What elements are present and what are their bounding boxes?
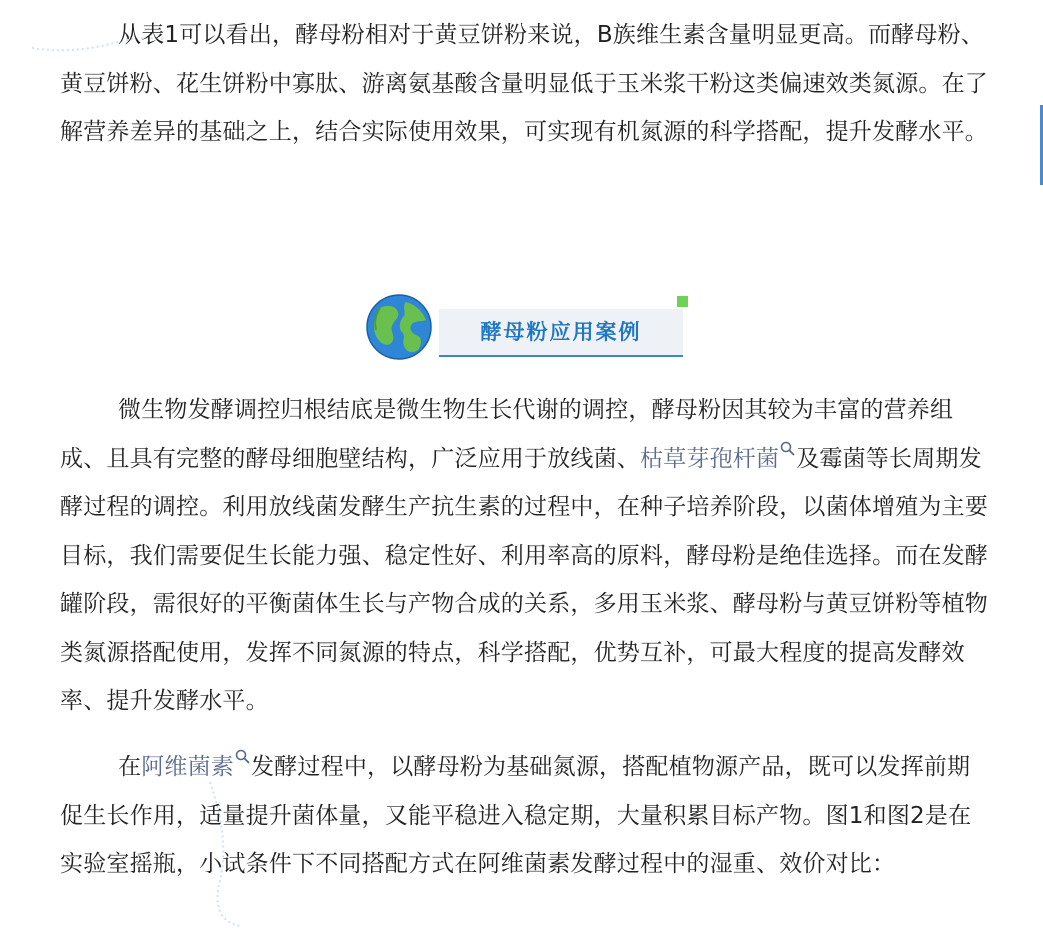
section-title-bar [439, 309, 683, 357]
globe-icon [366, 294, 432, 360]
paragraph-3 [60, 743, 988, 889]
search-icon[interactable] [235, 749, 251, 765]
link-avermectin[interactable]: 阿维菌素 [141, 754, 235, 780]
paragraph-2-text-a: 微生物发酵调控归根结底是微生物生长代谢的调控，酵母粉因其较为丰富的营养组成、且具有完整的酵母细胞壁结构，广泛应用于放线菌、 [60, 397, 954, 472]
paragraph-1-text: 从表1可以看出，酵母粉相对于黄豆饼粉来说，B族维生素含量明显更高。而酵母粉、黄豆饼粉、花生饼粉中寡肽、游离氨基酸含量明显低于玉米浆干粉这类偏速效类氮源。在了解营养差异的基础之上，结合实际使用效果，可实现有机氮源的科学搭配，提升发酵水平。 [60, 22, 988, 145]
paragraph-3-text-a: 在 [118, 754, 142, 780]
paragraph-3-text-b: 发酵过程中，以酵母粉为基础氮源，搭配植物源产品，既可以发挥前期促生长作用，适量提升菌体量，又能平稳进入稳定期，大量积累目标产物。图1和图2是在实验室摇瓶，小试条件下不同搭配方式在阿维菌素发酵过程中的湿重、效价对比： [60, 754, 972, 877]
section-heading [366, 292, 696, 360]
link-bacillus-subtilis[interactable]: 枯草芽孢杆菌 [640, 445, 780, 472]
paragraph-2 [60, 386, 988, 726]
search-icon[interactable] [780, 441, 796, 457]
paragraph-1 [60, 11, 988, 157]
paragraph-2-text-b: 及霉菌等长周期发酵过程的调控。利用放线菌发酵生产抗生素的过程中，在种子培养阶段，以菌体增殖为主要目标，我们需要促生长能力强、稳定性好、利用率高的原料，酵母粉是绝佳选择。而在发酵罐阶段，需很好的平衡菌体生长与产物合成的关系，多用玉米浆、酵母粉与黄豆饼粉等植物类氮源搭配使用，发挥不同氮源的特点，科学搭配，优势互补，可最大程度的提高发酵效率、提升发酵水平。 [60, 445, 988, 714]
corner-marker [677, 296, 688, 307]
section-title: 酵母粉应用案例 [480, 320, 642, 344]
